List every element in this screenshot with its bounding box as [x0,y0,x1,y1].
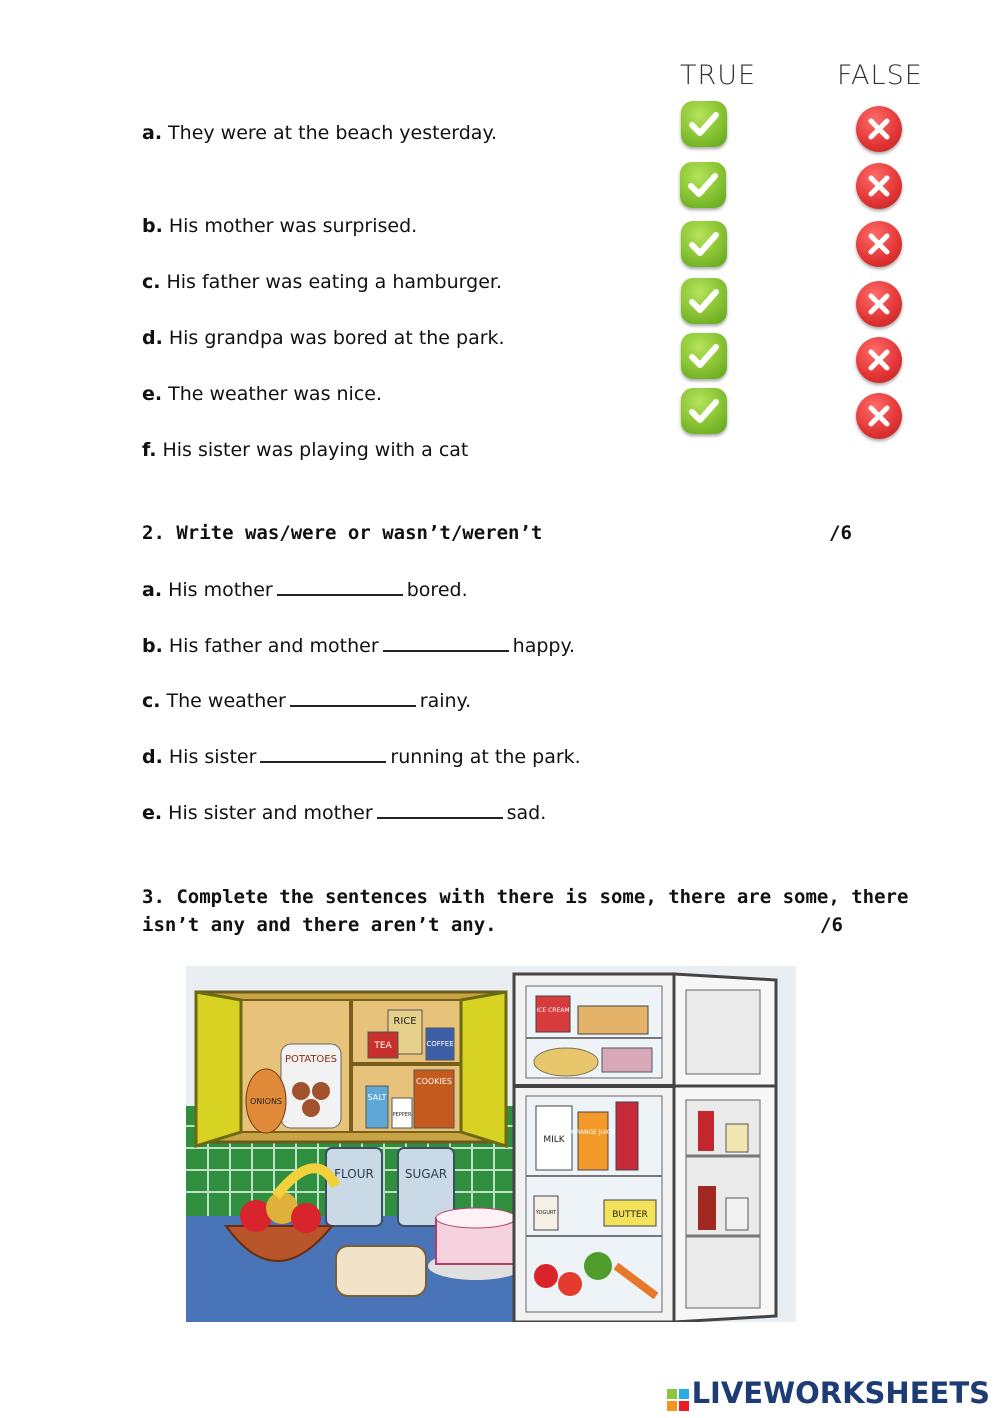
true-button-e[interactable] [681,333,727,379]
exercise3-title-line1: 3. Complete the sentences with there is some, there are some, there [142,886,909,908]
fill-item-b: b. His father and mother happy. [142,635,576,657]
kitchen-illustration [186,966,796,1322]
orange-juice-label: ORANGE JUICE [571,1129,615,1136]
true-button-b[interactable] [680,162,726,208]
check-icon [681,278,727,324]
exercise2-score: /6 [829,522,852,544]
rice-label: RICE [393,1016,417,1027]
check-icon [681,221,727,267]
refrigerator [514,974,776,1322]
check-icon [681,333,727,379]
brand-logo[interactable] [667,1376,990,1410]
statement-a: a. They were at the beach yesterday. [142,122,498,144]
answer-blank-a[interactable] [277,580,403,596]
statement-c: c. His father was eating a hamburger. [142,271,502,293]
flour-label: FLOUR [334,1167,374,1181]
check-icon [681,101,727,147]
true-button-a[interactable] [681,101,727,147]
salt-label: SALT [367,1093,387,1102]
answer-blank-b[interactable] [383,636,509,652]
cross-icon [856,393,902,439]
cross-icon [856,106,902,152]
fill-item-a: a. His mother bored. [142,579,468,601]
false-column-header: FALSE [837,60,923,91]
check-icon [681,388,727,434]
fill-item-e: e. His sister and mother sad. [142,802,547,824]
cake [428,1208,524,1280]
onions-label: ONIONS [250,1097,282,1106]
ice-cream-label: ICE CREAM [536,1007,570,1014]
cross-icon [856,337,902,383]
milk-label: MILK [543,1135,565,1145]
exercise3-score: /6 [820,914,843,936]
pepper-label: PEPPER [392,1112,412,1118]
statement-b: b. His mother was surprised. [142,215,418,237]
answer-blank-c[interactable] [290,691,416,707]
statement-f: f. His sister was playing with a cat [142,439,469,461]
butter-label: BUTTER [612,1210,648,1220]
coffee-label: COFFEE [426,1040,454,1048]
exercise3-title-line2: isn’t any and there aren’t any. [142,914,497,936]
bread [336,1246,426,1296]
true-button-f[interactable] [681,388,727,434]
statement-d: d. His grandpa was bored at the park. [142,327,505,349]
sugar-label: SUGAR [404,1167,448,1181]
potatoes-label: POTATOES [285,1054,337,1065]
cross-icon [856,281,902,327]
cupboard [196,992,506,1146]
false-button-b[interactable] [856,163,902,209]
true-button-d[interactable] [681,278,727,324]
true-column-header: TRUE [680,60,757,91]
answer-blank-e[interactable] [377,803,503,819]
tea-label: TEA [374,1041,392,1051]
brand-logo-icon [667,1384,689,1406]
answer-blank-d[interactable] [260,747,386,763]
yogurt-label: YOGURT [535,1210,557,1216]
false-button-d[interactable] [856,281,902,327]
false-button-a[interactable] [856,106,902,152]
false-button-e[interactable] [856,337,902,383]
brand-name: LIVEWORKSHEETS [691,1376,990,1410]
fill-item-d: d. His sister running at the park. [142,746,581,768]
cross-icon [856,163,902,209]
cross-icon [856,221,902,267]
statement-e: e. The weather was nice. [142,383,383,405]
false-button-f[interactable] [856,393,902,439]
false-button-c[interactable] [856,221,902,267]
cookies-label: COOKIES [416,1077,452,1086]
exercise2-title: 2. Write was/were or wasn’t/weren’t [142,522,543,544]
true-button-c[interactable] [681,221,727,267]
fill-item-c: c. The weather rainy. [142,690,472,712]
check-icon [680,162,726,208]
